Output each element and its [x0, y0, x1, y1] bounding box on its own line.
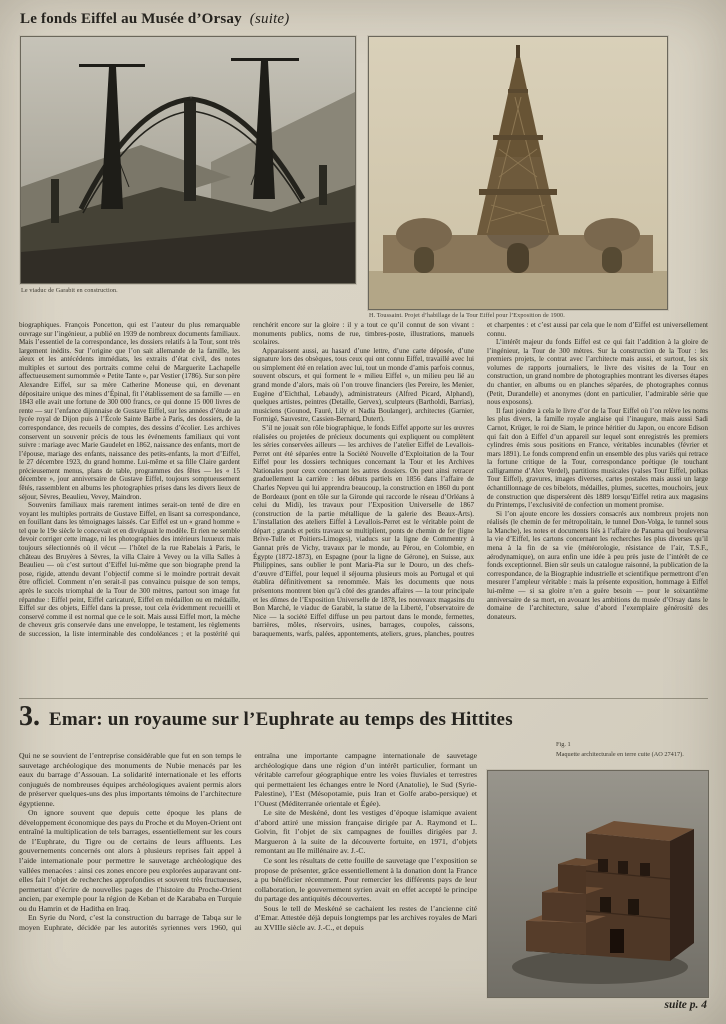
paragraph: Il faut joindre à cela le livre d’or de la Tour Eiffel où l’on relève les noms les plus divers, la famille royale anglaise qui l’inaugure, mais aussi Sadi Carnot, Krüger, le roi de Siam, le prince héritier du Japon, ou encore Edison qui fait don à Eiffel d’un appareil sur lequel sont enregistrés les premiers cylindres émis sous positions en France, véritables incunables (février et mars 1891). Le fonds comprend enfin un ensemble des plus variés qui retrace la fortune critique de la Tour, correspondance poétique (le touchant calligramme d’Alex Verdel), partitions musicales (valses Tour Eiffel, polkas Tour Eiffel), gravures, images diverses, cartes postales mais aussi un large échantillonnage de ces bibelots, médailles, plumes, sucettes, mouchoirs, jeux de construction que dispersèrent dès 1889 lorsqu’Eiffel retira aux magasins du Printemps, l’exclusivité de confection un moment promise. — [487, 406, 708, 510]
paragraph: Sous le tell de Meskéné se cachaient les restes de l’ancienne cité d’Emar. Attestée déjà depuis longtemps par les archives royales de Mari au XVIIIe siècle av. J.-C., et depuis — [254, 903, 477, 932]
paragraph: Le site de Meskéné, dont les vestiges d’époque islamique avaient d’abord attiré une mission française dirigée par A. Raymond et L. Golvin, fit l’objet de six campagnes de fouilles dirigées par J. Margueron à la suite de la découverte fortuite, en 1971, d’objets remontant au IIe millénaire av. J.-C. — [254, 808, 477, 856]
section-number: 3. — [19, 701, 40, 732]
paragraph: Ce sont les résultats de cette fouille de sauvetage que l’exposition se propose de présenter, grâce essentiellement à la donation dont la France a pu bénéficier récemment. Pour remercier les différents pays de leur collaboration, le gouvernement syrien avait en effet accepté le principe du partage des antiquités découvertes. — [254, 856, 477, 904]
maquette-photo — [487, 770, 709, 998]
continuation-note: suite p. 4 — [664, 999, 707, 1011]
tower-drawing-image — [369, 37, 667, 309]
paragraph: Souvenirs familiaux mais rarement intimes serait-on tenté de dire en voyant les multiples portraits de Gustave Eiffel, en lisant sa correspondance, en fouillant dans les témoignages laissés. Car Eiffel est un « grand homme » tel que le 19e siècle le concevait et en divulguait le modèle. Et rien ne semble devoir corriger cette image, ni les photographies des intérieurs luxueux mais toujours sélectionnés où il vécut — l’hôtel de la rue Rabelais à Paris, le château des Bruyères à Sèvres, la villa Claire à Vevey ou la villa Salles à Beaulieu — où c’est surtout d’Eiffel lui-même que son biographe prend la pose, rigide, attendu devant l’objectif comme si le moindre portrait devait être officiel. Comment n’en serait-il pas convaincu puisque de son temps, après le succès triomphal de la Tour de 300 mètres, partout son image fut répandue : Eiffel peint, Eiffel caricaturé, Eiffel en médaillon ou en médaille, Eiffel sur des objets, Eiffel dans la presse, tout cela évidemment recueilli et conservé comme il est normal que ce le soit. Mais aussi Eiffel mort, la mèche de cheveux gris conservée dans une enveloppe, le testament, les règlements de succession, la liste interminable des condoléances ; et la postérité qui renchérit encore sur la gloire : il y a tout ce qu’il connut de son vivant : monuments publics, noms de rue, timbres-poste, illustrations, manuels scolaires. — [19, 321, 474, 638]
article-title-suffix: (suite) — [249, 11, 290, 27]
emar-figure-caption — [556, 741, 708, 759]
paragraph: biographiques. François Poncetton, qui est l’auteur du plus remarquable ouvrage sur l’ingénieur, a publié en 1939 de nombreux documents familiaux. Mais l’essentiel de la correspondance, les dossiers relatifs à la Tour, sont très largement inédits. Sur l’origine que l’on sait allemande de la famille, les aïeux et les antécédents immédiats, les extraits d’état civil, des notes multiples et surtout des portraits comme celui de Marguerite Lachapelle affectueusement surnommée « Petite Tante », par Vestier (1786). Sur son père Alexandre Eiffel, sur sa mère Catherine Moneuse qui, en devenant dépositaire unique des mines d’Épinal, fit l’établissement de sa famille — en 1843 elle avait une fortune de 300 000 francs, ce qui donne 15 000 livres de rente — sur l’enfance dijonnaise de Gustave Eiffel, sur les années d’étude au lycée royal de Dijon puis à l’École Sainte Barbe à Paris, des dossiers, de la correspondance, des recueils de comptes, des dessins d’écolier. Les archives conservent un souvenir précis de tous les événements familiaux qui vont suivre : mariage avec Marie Gaudelet en 1862, naissance des enfants, mort de l’épouse, mariage des enfants, naissance des petits-enfants, la mort d’Eiffel, le 27 décembre 1923, du grand homme. Lui-même et sa fille Claire gardent précieusement menus, plans de table, programmes des fêtes — les « 15 décembre », jour anniversaire de Gustave Eiffel, toujours somptueusement fêtés, rassemblent en albums les photographies prises dans les divers lieux de séjour, Sèvres, Beaulieu, Vevey, Maindron. — [19, 321, 240, 501]
eiffel-article-text — [19, 321, 708, 693]
section-divider — [19, 698, 708, 699]
garabit-caption: Le viaduc de Garabit en construction. — [21, 287, 118, 294]
eiffel-tower-drawing — [368, 36, 668, 310]
paragraph: Apparaissent aussi, au hasard d’une lettre, d’une carte déposée, d’une signature lors des obsèques, tous ceux qui ont connu Eiffel, travaillé avec lui ou simplement été en relation avec lui, tout un monde d’amis parfois connus, souvent obscurs, et qui forment le « milieu Eiffel », un milieu peu lié au grand monde d’alors, mais où l’on trouve financiers (les Pereire, les Menier, Eugène d’Eichthal, Lebaudy), administrateurs (Alfred Picard, Alphand), quelques artistes, peintres (Detaille, Gervex), sculpteurs (Bartholdi, Barrias), musiciens (Gounod, Fauré, Lily et Nadia Boulanger), architectes (Garnier, Formigé, Sauvestre, Cassien-Bernard, Dutert). — [253, 346, 474, 424]
article-title-text: Le fonds Eiffel au Musée d’Orsay — [20, 11, 242, 27]
figure-caption-text: Maquette architecturale en terre cuite (AO 27417). — [556, 750, 684, 758]
paragraph: En Syrie du Nord, c’est la construction du barrage de Tabqa sur le moyen Euphrate, décidée par les autorités syriennes vers 1960, qui entraîna une importante campagne internationale de sauvetage archéologique dans une région d’un intérêt particulier, formant un véritable carrefour géographique entre les voies fluviales et terrestres qui permettaient les échanges entre le Nord (Anatolie), le Sud (Syrie-Palestine), l’Est (Mésopotamie, puis Iran et Golfe arabo-persique) et l’Ouest (Méditerranée orientale et Égée). — [19, 751, 477, 932]
article-title — [20, 11, 290, 28]
emar-section-heading — [19, 701, 513, 733]
paragraph: L’intérêt majeur du fonds Eiffel est ce qui fait l’addition à la gloire de l’ingénieur, la Tour de 300 mètres. Sur la construction de la Tour : les premiers projets, le contrat avec l’architecte mais aussi, et surtout, les six volumes de rapports journaliers, le livre des visites de la Tour en construction, un grand nombre de photographies montrant les diverses étapes du chantier, en albums ou en planches séparées, de photographes connus (Petit, Durandelle) et anonymes (dont en particulier, l’admirable série que nous exposons). — [487, 338, 708, 407]
paragraph: S’il ne jouait son rôle biographique, le fonds Eiffel apporte sur les œuvres réalisées ou projetées de précieux documents qui expliquent ou complètent les séries conservées ailleurs — les archives de l’atelier Eiffel de Levallois-Perret ont été séparées entre la Société Nouvelle d’Exploitation de la Tour Eiffel pour les dossiers techniques concernant la Tour et les Archives Nationales pour ceux concernant les autres dossiers. On peut ainsi retracer graduellement la carrière : les débuts partiels en 1856 dans l’affaire de Charles Nepveu qui lui apprendra beaucoup, la construction en 1860 du pont de Bordeaux (pont en tôle sur la Gironde qui raccorde le réseau d’Orléans à celui du Midi), les travaux pour l’Exposition Universelle de 1867 (construction de la partie métallique de la galerie des Beaux-Arts). L’installation des ateliers Eiffel à Levallois-Perret est le véritable point de départ ; grands et petits travaux se multiplient, ponts de chemin de fer (ligne Brive-Tulle et Poitiers-Limoges), viaducs sur la ligne de Commentry à Gannat près de Vichy, travaux par le monde, au Pérou, en Colombie, en Égypte (1872-1873), en Espagne (pour la ligne de Gérone), en Suisse, aux Philippines, sans oublier le pont Maria-Pia sur le Douro, un des chefs-d’œuvre d’Eiffel, pour lequel il séjourna plusieurs mois au Portugal et qui établira définitivement sa renommée. Mais les documents que nous présentons montrent bien qu’à côté des grandes affaires — la tour principale et les dômes de l’Exposition Universelle de 1878, les nouveaux magasins du Bon Marché, le viaduc de Garabit, la statue de la Liberté, l’observatoire de Nice — la société Eiffel diffuse un peu partout dans le monde, fermettes, barrières, môles, réservoirs, usines, barrages, coupoles, caissons, baraquements, warfs, palées, appontements, ateliers, grues, planches, poutres et charpentes : et c’est aussi par cela que le nom d’Eiffel est universellement connu. — [253, 321, 708, 638]
paragraph: Si l’on ajoute encore les dossiers consacrés aux nombreux projets non réalisés (le chemin de fer métropolitain, le tunnel Don-Volga, le tunnel sous la Manche), les notes et documents liés à l’affaire de Panama qui bouleversa la vie d’Eiffel, les cartons concernant les recherches les plus diverses qu’il mena à la fin de sa vie (météorologie, résistance de l’air, T.S.F., aérodynamique), on aura enfin une idée à peu près juste de l’intérêt de ce fonds exceptionnel. Bien sûr seuls un catalogue raisonné, la publication de la correspondance, de la Biographie industrielle et scientifique permettront d’en mesurer l’ampleur véritable : mais la présente exposition, hommage à Eiffel lui-même — si sa gloire n’en a guère besoin — pour le soixantième anniversaire de sa mort, en avouant les ambitions du musée d’Orsay dans le domaine de l’architecture, salue d’abord l’exemplaire générosité des donateurs. — [487, 509, 708, 621]
garabit-viaduct-image — [21, 37, 355, 283]
maquette-image — [488, 771, 708, 997]
paragraph: On ignore souvent que depuis cette époque les plans de développement économique des pays du Proche et du Moyen-Orient ont entraîné la multiplication de tels barrages, essentiellement sur les cours de l’Euphrate, du Tigre ou de certains de leurs affluents. Les gouvernements concernés ont alors à plusieurs reprises fait appel à l’aide internationale pour permettre le sauvetage archéologique des vallées menacées : ainsi ces zones encore peu explorées auparavant ont-elles fait l’objet de recherches approfondies et souvent très fructueuses, permettant d’écrire de nouvelles pages de l’histoire du Proche-Orient ancien, par exemple pour la région de Keban et de Karababa en Turquie ou du Hamrin et de Haditha en Iraq. — [19, 808, 242, 913]
garabit-photo — [20, 36, 356, 284]
paragraph: Qui ne se souvient de l’entreprise considérable que fut en son temps le sauvetage archéologique des monuments de Nubie menacés par les eaux du barrage d’Assouan. La solidarité internationale et les efforts conjugués de nombreuses équipes archéologiques avaient permis alors de préserver quelques-uns des plus importants témoins de l’architecture égyptienne. — [19, 751, 242, 808]
section-title: Emar: un royaume sur l’Euphrate au temps des Hittites — [49, 709, 513, 730]
figure-label: Fig. 1 — [556, 741, 571, 748]
emar-article-text — [19, 751, 477, 1001]
toussaint-caption: H. Toussaint. Projet d’habillage de la Tour Eiffel pour l’Exposition de 1900. — [369, 312, 565, 319]
